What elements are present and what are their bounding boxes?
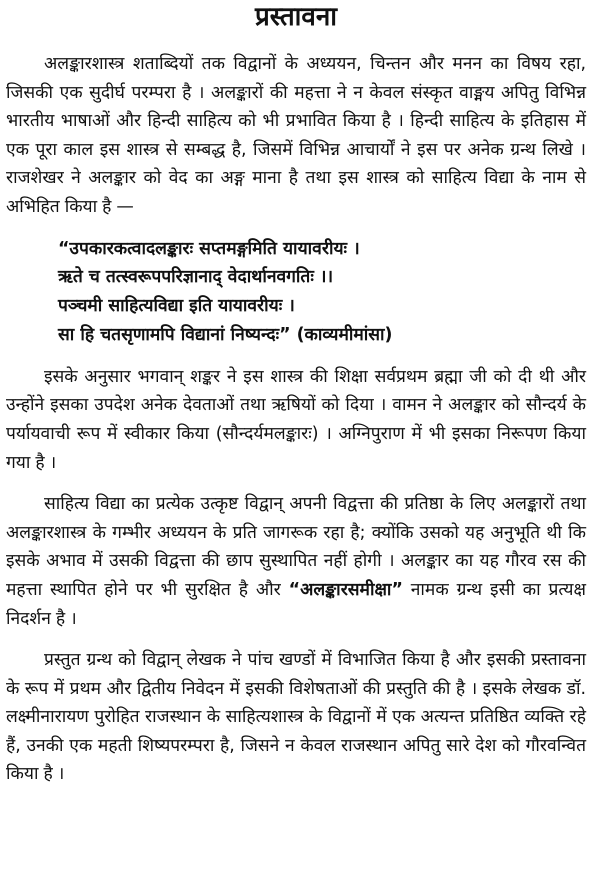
verse-line-3: पञ्चमी साहित्यविद्या इति यायावरीयः । (58, 296, 295, 317)
verse-line-1: “उपकारकत्वादलङ्कारः सप्तमङ्गमिति यायावरीयः । (58, 238, 360, 259)
book-title-bold: “अलङ्कारसमीक्षा” (288, 579, 403, 600)
verse-quote (6, 235, 586, 350)
paragraph-shankar: इसके अनुसार भगवान् शङ्कर ने इस शास्त्र की शिक्षा सर्वप्रथम ब्रह्मा जी को दी थी और उन्होंने इसका उपदेश अनेक देवताओं तथा ऋषियों को दिया । वामन ने अलङ्कार को सौन्दर्य के पर्यायवाची रूप में स्वीकार किया (सौन्दर्यमलङ्कारः) । अग्निपुराण में भी इसका निरूपण किया गया है । (6, 366, 587, 473)
verse-line-4: सा हि चतसृणामपि विद्यानां निष्यन्दः” (काव्यमीमांसा) (58, 324, 393, 345)
page-title: प्रस्तावना (254, 2, 338, 32)
paragraph-scholars-text-2: नामक ग्रन्थ इसी का प्रत्यक्ष निदर्शन है । (6, 579, 586, 629)
paragraph-intro: अलङ्कारशास्त्र शताब्दियों तक विद्वानों के अध्ययन, चिन्तन और मनन का विषय रहा, जिसकी एक सुदीर्घ परम्परा है । अलङ्कारों की महत्ता ने न केवल संस्कृत वाङ्मय अपितु विभिन्न भारतीय भाषाओं और हिन्दी साहित्य को भी प्रभावित किया है । हिन्दी साहित्य के इतिहास में एक पूरा काल इस शास्त्र से सम्बद्ध है, जिसमें विभिन्न आचार्यों ने इस पर अनेक ग्रन्थ लिखे । राजशेखर ने अलङ्कार को वेद का अङ्ग माना है तथा इस शास्त्र को साहित्य विद्या के नाम से अभिहित किया है — (6, 54, 586, 217)
paragraph-scholars-text-1: साहित्य विद्या का प्रत्येक उत्कृष्ट विद्वान् अपनी विद्वत्ता की प्रतिष्ठा के लिए अलङ्कारों तथा अलङ्कारशास्त्र के गम्भीर अध्ययन के प्रति जागरूक रहा है; क्योंकि उसको यह अनुभूति थी कि इसके अभाव में उसकी विद्वत्ता की छाप सुस्थापित नहीं होगी । अलङ्कार का यह गौरव रस की महत्ता स्थापित होने पर भी सुरक्षित है और (6, 494, 586, 600)
paragraph-author: प्रस्तुत ग्रन्थ को विद्वान् लेखक ने पांच खण्डों में विभाजित किया है और इसकी प्रस्तावना के रूप में प्रथम और द्वितीय निवेदन में इसकी विशेषताओं की प्रस्तुति की है । इसके लेखक डॉ. लक्ष्मीनारायण पुरोहित राजस्थान के साहित्यशास्त्र के विद्वानों में एक अत्यन्त प्रतिष्ठित व्यक्ति रहे हैं, उनकी एक महती शिष्यपरम्परा है, जिसने न केवल राजस्थान अपितु सारे देश को गौरवन्वित किया है । (6, 650, 586, 785)
paragraph-scholars (6, 490, 586, 633)
verse-line-2: ऋते च तत्स्वरूपपरिज्ञानाद् वेदार्थानवगतिः ।। (58, 267, 334, 288)
